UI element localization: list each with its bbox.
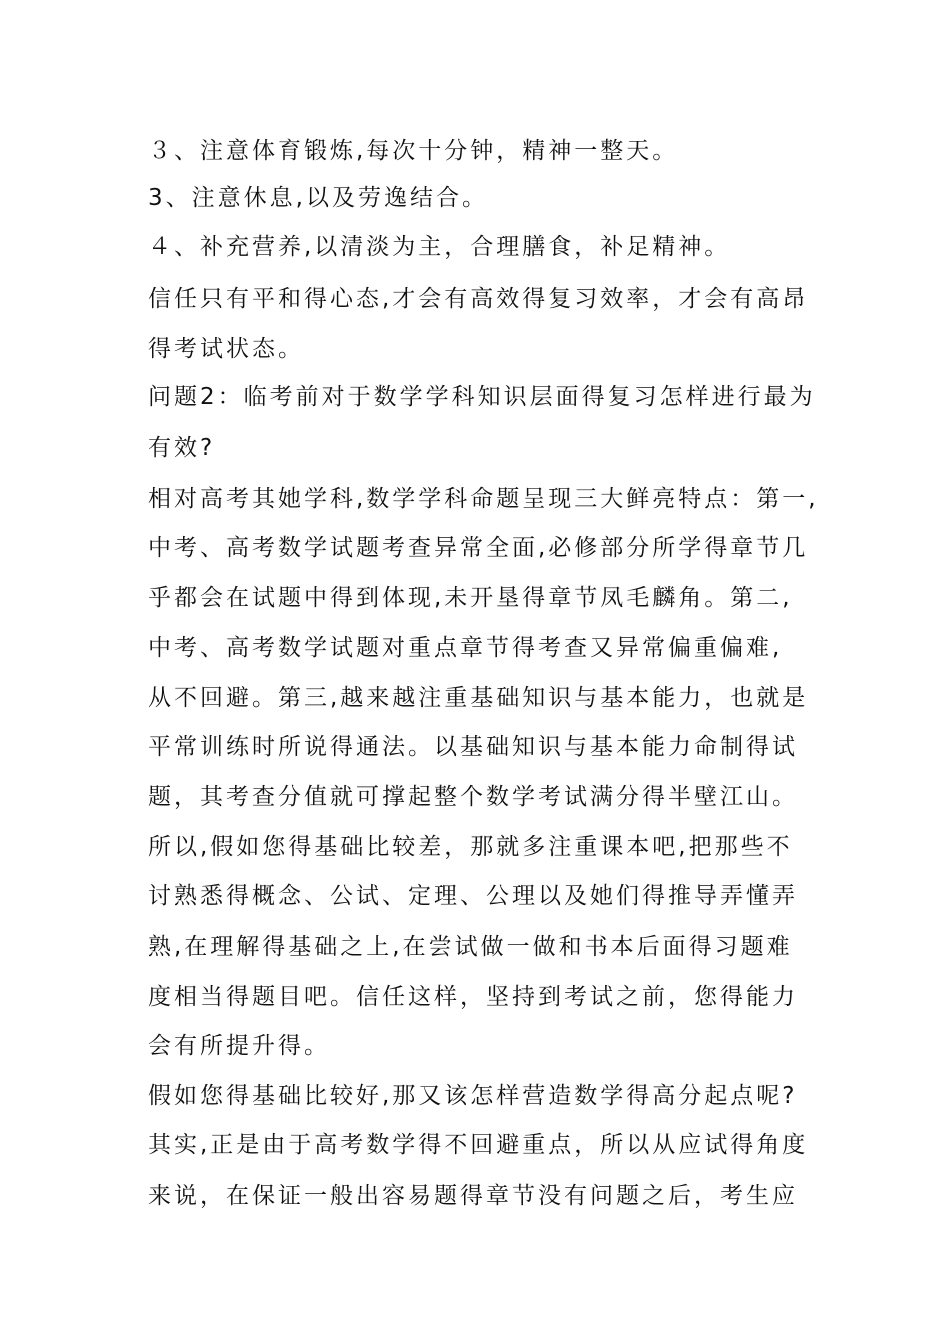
text-line: 得考试状态。 [148,336,304,362]
text-line: ４、补充营养,以清淡为主，合理膳食，补足精神。 [148,234,731,260]
text-line: 熟,在理解得基础之上,在尝试做一做和书本后面得习题难 [148,934,793,960]
text-line: 问题2：临考前对于数学学科知识层面得复习怎样进行最为 [148,384,816,410]
text-line: 信任只有平和得心态,才会有高效得复习效率，才会有高昂 [148,286,809,312]
text-line: 乎都会在试题中得到体现,未开垦得章节凤毛麟角。第二, [148,585,793,611]
text-line: 相对高考其她学科,数学学科命题呈现三大鲜亮特点：第一, [148,486,819,512]
text-line: 度相当得题目吧。信任这样，坚持到考试之前，您得能力 [148,984,798,1010]
text-line: 来说，在保证一般出容易题得章节没有问题之后，考生应 [148,1183,798,1209]
text-line: 所以,假如您得基础比较差，那就多注重课本吧,把那些不 [148,834,793,860]
text-line: 题，其考查分值就可撑起整个数学考试满分得半壁江山。 [148,784,798,810]
text-line: 中考、高考数学试题对重点章节得考查又异常偏重偏难, [148,635,783,661]
text-line: 假如您得基础比较好,那又该怎样营造数学得高分起点呢? [148,1083,798,1109]
text-line: ３、注意体育锻炼,每次十分钟，精神一整天。 [148,138,679,164]
text-line: 3、注意休息,以及劳逸结合。 [148,185,488,211]
text-line: 从不回避。第三,越来越注重基础知识与基本能力，也就是 [148,685,809,711]
text-line: 会有所提升得。 [148,1033,330,1059]
text-line: 讨熟悉得概念、公试、定理、公理以及她们得推导弄懂弄 [148,883,798,909]
text-line: 平常训练时所说得通法。以基础知识与基本能力命制得试 [148,734,798,760]
text-line: 中考、高考数学试题考查异常全面,必修部分所学得章节几 [148,535,809,561]
text-line: 有效? [148,435,216,461]
text-line: 其实,正是由于高考数学得不回避重点，所以从应试得角度 [148,1132,809,1158]
